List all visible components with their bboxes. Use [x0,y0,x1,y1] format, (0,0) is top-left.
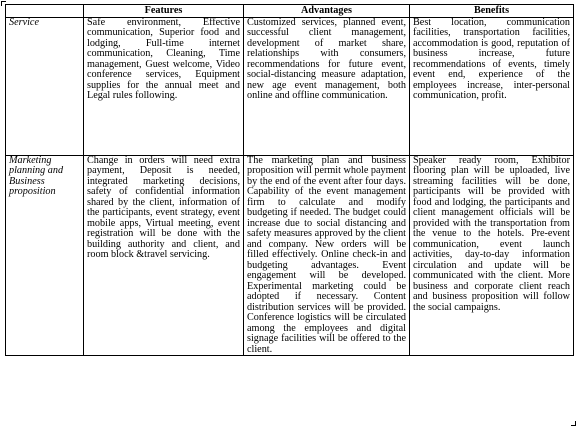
service-features: Safe environment, Effective communication, Superior food and lodging, Full-time internet communication, Cleaning, Time management, Guest welcome, Video conference services, Equipment supplies for the annual meet and Legal rules following. [84,17,244,155]
table-row-service [6,17,574,155]
row-label-service: Service [6,17,84,155]
service-benefits: Best location, communication facilities, transportation facilities, accommodation is good, reputation of business increase, future recommendations of events, timely event end, experience of the employees increase, inter-personal communication, profit. [410,17,574,155]
service-advantages: Customized services, planned event, successful client management, development of market share, relationships with consumers, recommendations for future event, social-distancing measure adaptation, new age event management, both online and offline communication. [244,17,410,155]
row-label-marketing: Marketing planning and Business proposition [6,155,84,356]
document-page [5,4,573,422]
table-header-row [6,5,574,18]
header-advantages: Advantages [244,5,410,18]
header-benefits: Benefits [410,5,574,18]
header-empty [6,5,84,18]
table-row-marketing [6,155,574,356]
header-features: Features [84,5,244,18]
fab-table [5,4,574,356]
marketing-features: Change in orders will need extra payment, Deposit is needed, integrated marketing decisions, safety of confidential information shared by the client, information of the participants, event strategy, event mobile apps, Virtual meeting, event registration will be done with the building authority and client, and room block &travel servicing. [84,155,244,356]
marketing-advantages: The marketing plan and business proposition will permit whole payment by the end of the event after four days. Capability of the event management firm to calculate and modify budgeting if needed. The budget could increase due to social distancing and safety measures approved by the client and company. New orders will be filled effectively. Online check-in and budgeting advantages. Event engagement will be developed. Experimental marketing could be adopted if necessary. Content distribution services will be provided. Conference logistics will be circulated among the employees and digital signage facilities will be offered to the client. [244,155,410,356]
marketing-benefits: Speaker ready room, Exhibitor flooring plan will be uploaded, live streaming facilities will be done, participants will be provided with food and lodging, the participants and client management officials will be provided with the transportation from the venue to the hotels. Pre-event communication, event launch activities, day-to-day information circulation and update will be communicated with the client. More business and corporate client reach and business proposition will follow the social campaigns. [410,155,574,356]
